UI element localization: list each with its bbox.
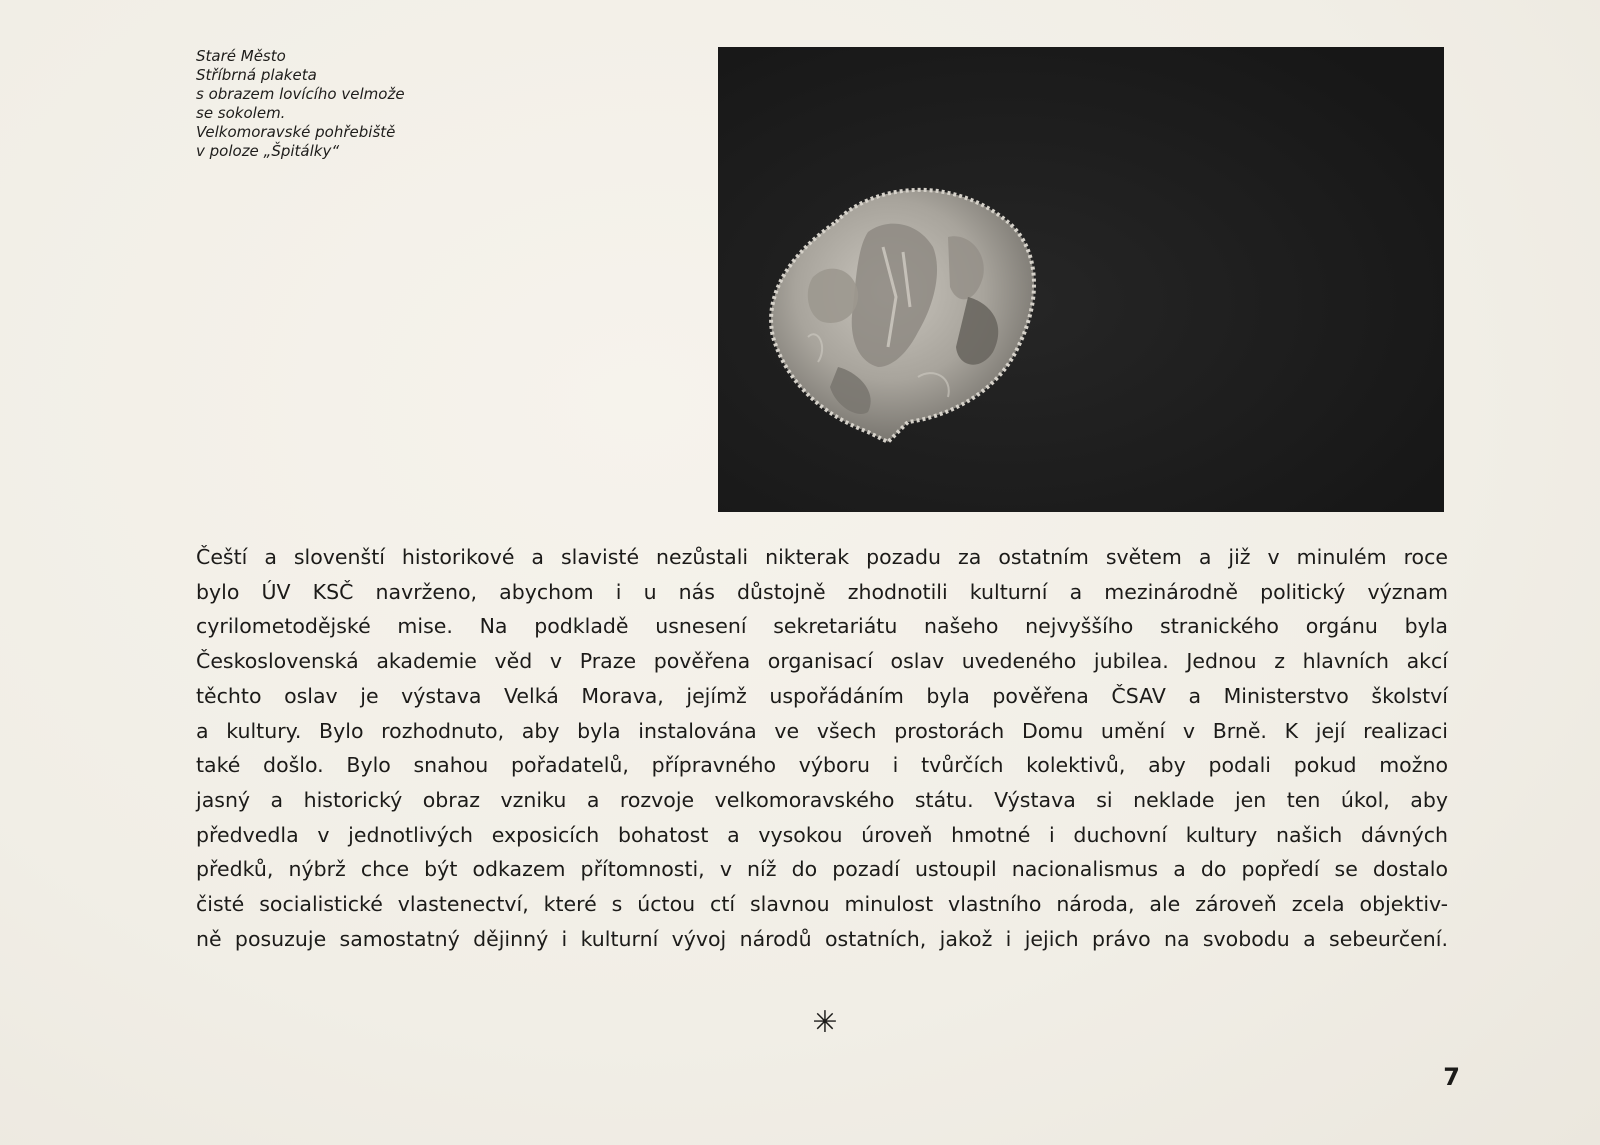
photo-caption (196, 47, 496, 161)
page-number: 7 (1443, 1063, 1460, 1091)
paragraph-line: jasný a historický obraz vzniku a rozvoje velkomoravského státu. Výstava si neklade jen ten úkol, aby (196, 787, 1448, 812)
paragraph-line: těchto oslav je výstava Velká Morava, jejímž uspořádáním byla pověřena ČSAV a Ministerstvo školství (196, 683, 1448, 708)
caption-line: s obrazem lovícího velmože (196, 85, 405, 103)
paragraph-line: bylo ÚV KSČ navrženo, abychom i u nás důstojně zhodnotili kulturní a mezinárodně politický význam (196, 579, 1448, 604)
caption-line: se sokolem. (196, 104, 286, 122)
paragraph-line: Čeští a slovenští historikové a slavisté nezůstali nikterak pozadu za ostatním světem a již v minulém roce (196, 545, 1448, 569)
paragraph-line: Československá akademie věd v Praze pověřena organisací oslav uvedeného jubilea. Jednou z hlavních akcí (196, 649, 1448, 674)
plaque-photograph (718, 47, 1444, 512)
plaque-image (718, 47, 1444, 512)
paragraph-line: předků, nýbrž chce být odkazem přítomnosti, v níž do pozadí ustoupil nacionalismus a do popředí se dostalo (196, 857, 1448, 882)
caption-line: Staré Město (196, 47, 286, 65)
paragraph-line: cyrilometodějské mise. Na podkladě usnesení sekretariátu našeho nejvyššího stranického orgánu byla (196, 614, 1448, 639)
paragraph-line: ně posuzuje samostatný dějinný i kulturní vývoj národů ostatních, jakož i jejich právo na svobodu a sebeurčení. (196, 926, 1448, 951)
asterisk-separator: ✳ (812, 1005, 838, 1040)
caption-line: v poloze „Špitálky“ (196, 142, 340, 160)
caption-line: Stříbrná plaketa (196, 66, 317, 84)
paragraph-line: také došlo. Bylo snahou pořadatelů, přípravného výboru i tvůrčích kolektivů, aby podali pokud možno (196, 753, 1448, 778)
paragraph-line: předvedla v jednotlivých exposicích bohatost a vysokou úroveň hmotné i duchovní kultury našich dávných (196, 822, 1448, 847)
article-paragraph (196, 540, 1448, 956)
paragraph-line: čisté socialistické vlastenectví, které s úctou ctí slavnou minulost vlastního národa, ale zároveň zcela objektiv- (196, 892, 1448, 917)
caption-line: Velkomoravské pohřebiště (196, 123, 396, 141)
paragraph-line: a kultury. Bylo rozhodnuto, aby byla instalována ve všech prostorách Domu umění v Brně. K její realizaci (196, 718, 1448, 743)
